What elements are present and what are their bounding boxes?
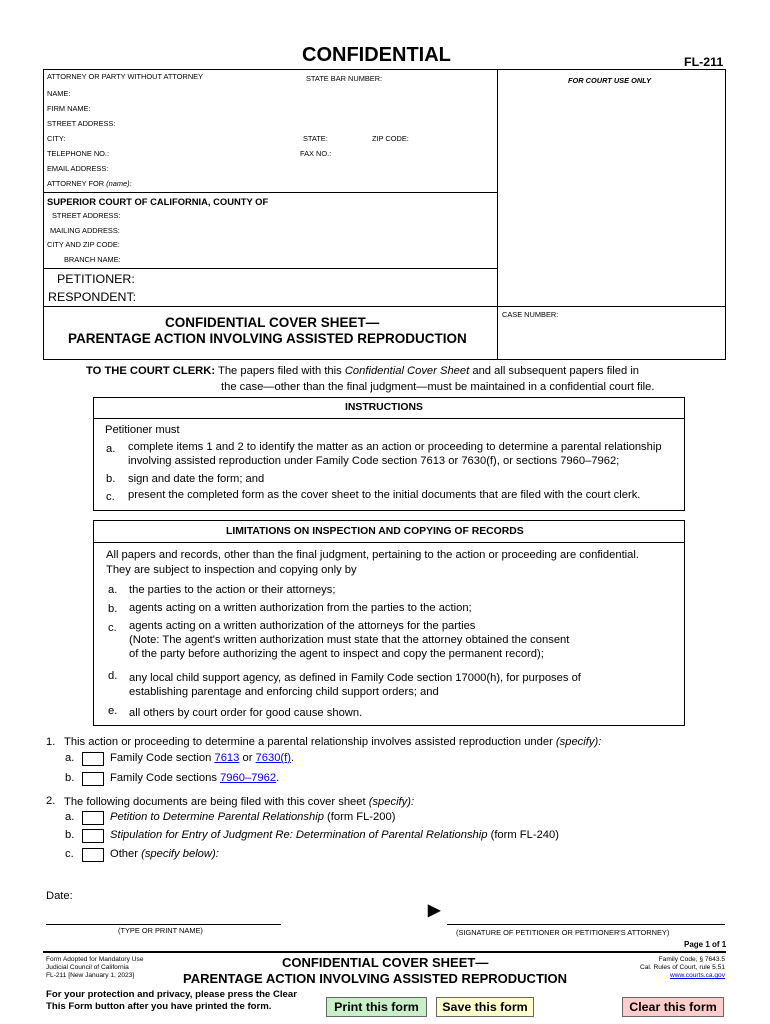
list-item: of the party before authorizing the agent to inspect and copy the permanent record);	[129, 648, 544, 660]
court-use-label: FOR COURT USE ONLY	[568, 76, 652, 85]
form-title-line2: PARENTAGE ACTION INVOLVING ASSISTED REPRODUCTION	[68, 331, 467, 346]
fax-label: FAX NO.:	[300, 149, 332, 158]
item1a-checkbox[interactable]	[82, 752, 104, 766]
name-line	[46, 924, 281, 925]
case-number-label: CASE NUMBER:	[502, 310, 559, 319]
firm-label: FIRM NAME:	[47, 104, 91, 113]
list-item-letter: b.	[108, 603, 118, 615]
item1-number: 1.	[46, 736, 56, 748]
item2c-checkbox[interactable]	[82, 848, 104, 862]
list-item: agents acting on a written authorization of the attorneys for the parties	[129, 620, 476, 632]
divider	[43, 306, 726, 307]
adopted-line1: Form Adopted for Mandatory Use	[46, 956, 144, 963]
item2a-text: Petition to Determine Parental Relationship (form FL-200)	[110, 811, 396, 823]
signature-label: (SIGNATURE OF PETITIONER OR PETITIONER'S ATTORNEY)	[456, 928, 670, 937]
type-name-label: (TYPE OR PRINT NAME)	[118, 926, 203, 935]
list-item: complete items 1 and 2 to identify the matter as an action or proceeding to determine a parental relationship	[128, 441, 662, 453]
divider	[93, 418, 685, 419]
list-item-letter: c.	[106, 491, 115, 503]
adopted-line3: FL-211 [New January 1, 2023]	[46, 972, 135, 979]
clear-button[interactable]: Clear this form	[622, 997, 724, 1017]
link-7613[interactable]: 7613	[214, 752, 240, 764]
item2b-text: Stipulation for Entry of Judgment Re: Determination of Parental Relationship (form FL-240)	[110, 829, 559, 841]
ref-line2: Cal. Rules of Court, rule 5.51	[639, 964, 725, 971]
list-item: (Note: The agent's written authorization must state that the attorney obtained the consent	[129, 634, 570, 646]
list-item-letter: a.	[108, 584, 118, 596]
item1-text: This action or proceeding to determine a parental relationship involves assisted reproduction under (specify):	[64, 736, 602, 748]
limitations-intro1: All papers and records, other than the final judgment, pertaining to the action or proceeding are confidential.	[106, 549, 639, 561]
respondent-label: RESPONDENT:	[48, 290, 137, 304]
divider	[43, 268, 498, 269]
court-city-label: CITY AND ZIP CODE:	[47, 240, 120, 249]
form-number: FL-211	[684, 55, 724, 69]
save-button[interactable]: Save this form	[436, 997, 534, 1017]
caption-box	[43, 69, 726, 360]
item2c-text: Other (specify below):	[110, 848, 219, 860]
date-label: Date:	[46, 890, 73, 902]
footer-rule	[43, 951, 726, 953]
street-label: STREET ADDRESS:	[47, 119, 116, 128]
name-label: NAME:	[47, 89, 71, 98]
item2-text: The following documents are being filed with this cover sheet (specify):	[64, 796, 415, 808]
list-item: agents acting on a written authorization from the parties to the action;	[129, 602, 472, 614]
page-number: Page 1 of 1	[684, 940, 727, 949]
attorney-for-label: ATTORNEY FOR (name):	[47, 179, 132, 188]
limitations-intro2: They are subject to inspection and copying only by	[106, 564, 357, 576]
list-item-letter: e.	[108, 705, 118, 717]
list-item: any local child support agency, as defined in Family Code section 17000(h), for purposes of	[129, 672, 581, 684]
list-item: involving assisted reproduction under Family Code section 7613 or 7630(f), or sections 7960–7962;	[128, 455, 620, 467]
clerk-note-line1: TO THE COURT CLERK: The papers filed with this Confidential Cover Sheet and all subsequent papers filed in	[86, 365, 640, 377]
limitations-heading: LIMITATIONS ON INSPECTION AND COPYING OF RECORDS	[226, 526, 524, 537]
ref-line1: Family Code, § 7643.5	[658, 956, 725, 963]
signature-line	[447, 924, 725, 925]
item1a-text: Family Code section 7613 or 7630(f).	[110, 752, 295, 764]
list-item: establishing parentage and enforcing child support orders; and	[129, 686, 439, 698]
link-7960-7962[interactable]: 7960–7962	[220, 772, 277, 784]
item1b-checkbox[interactable]	[82, 772, 104, 786]
list-item: the parties to the action or their attorneys;	[129, 584, 336, 596]
state-label: STATE:	[303, 134, 328, 143]
courts-link[interactable]: www.courts.ca.gov	[670, 972, 725, 979]
instructions-heading: INSTRUCTIONS	[345, 402, 423, 413]
item2b-letter: b.	[65, 829, 75, 841]
clerk-note-line2: the case—other than the final judgment—must be maintained in a confidential court file.	[221, 381, 655, 393]
list-item: present the completed form as the cover sheet to the initial documents that are filed with the court clerk.	[128, 489, 641, 501]
item1b-letter: b.	[65, 772, 75, 784]
link-7630f[interactable]: 7630(f)	[255, 752, 291, 764]
item2c-letter: c.	[65, 848, 74, 860]
phone-label: TELEPHONE NO.:	[47, 149, 110, 158]
item2a-checkbox[interactable]	[82, 811, 104, 825]
list-item-letter: d.	[108, 670, 118, 682]
email-label: EMAIL ADDRESS:	[47, 164, 109, 173]
print-button[interactable]: Print this form	[326, 997, 427, 1017]
item1b-text: Family Code sections 7960–7962.	[110, 772, 280, 784]
adopted-line2: Judicial Council of California	[46, 964, 129, 971]
list-item-letter: c.	[108, 622, 117, 634]
privacy-note-line1: For your protection and privacy, please press the Clear	[46, 989, 297, 1000]
court-street-label: STREET ADDRESS:	[52, 211, 121, 220]
form-title-line1: CONFIDENTIAL COVER SHEET—	[165, 315, 380, 330]
attorney-label: ATTORNEY OR PARTY WITHOUT ATTORNEY	[47, 72, 204, 81]
court-branch-label: BRANCH NAME:	[64, 255, 121, 264]
state-bar-label: STATE BAR NUMBER:	[306, 74, 383, 83]
privacy-note-line2: This Form button after you have printed the form.	[46, 1001, 272, 1012]
item2a-letter: a.	[65, 811, 75, 823]
page-title: CONFIDENTIAL	[302, 44, 451, 66]
list-item: all others by court order for good cause shown.	[129, 707, 363, 719]
arrow-icon: ▶	[428, 902, 441, 919]
list-item: sign and date the form; and	[128, 473, 265, 485]
item1a-letter: a.	[65, 752, 75, 764]
footer-title1: CONFIDENTIAL COVER SHEET—	[282, 955, 489, 970]
footer-title2: PARENTAGE ACTION INVOLVING ASSISTED REPRODUCTION	[183, 971, 568, 986]
petitioner-label: PETITIONER:	[57, 272, 135, 286]
court-title: SUPERIOR COURT OF CALIFORNIA, COUNTY OF	[47, 196, 269, 207]
instructions-intro: Petitioner must	[105, 424, 180, 436]
zip-label: ZIP CODE:	[372, 134, 409, 143]
court-mailing-label: MAILING ADDRESS:	[50, 226, 120, 235]
list-item-letter: b.	[106, 473, 116, 485]
item2-number: 2.	[46, 795, 56, 807]
caption-divider	[497, 69, 498, 360]
item2b-checkbox[interactable]	[82, 829, 104, 843]
divider	[43, 192, 498, 193]
list-item-letter: a.	[106, 443, 116, 455]
city-label: CITY:	[47, 134, 66, 143]
divider	[93, 542, 685, 543]
